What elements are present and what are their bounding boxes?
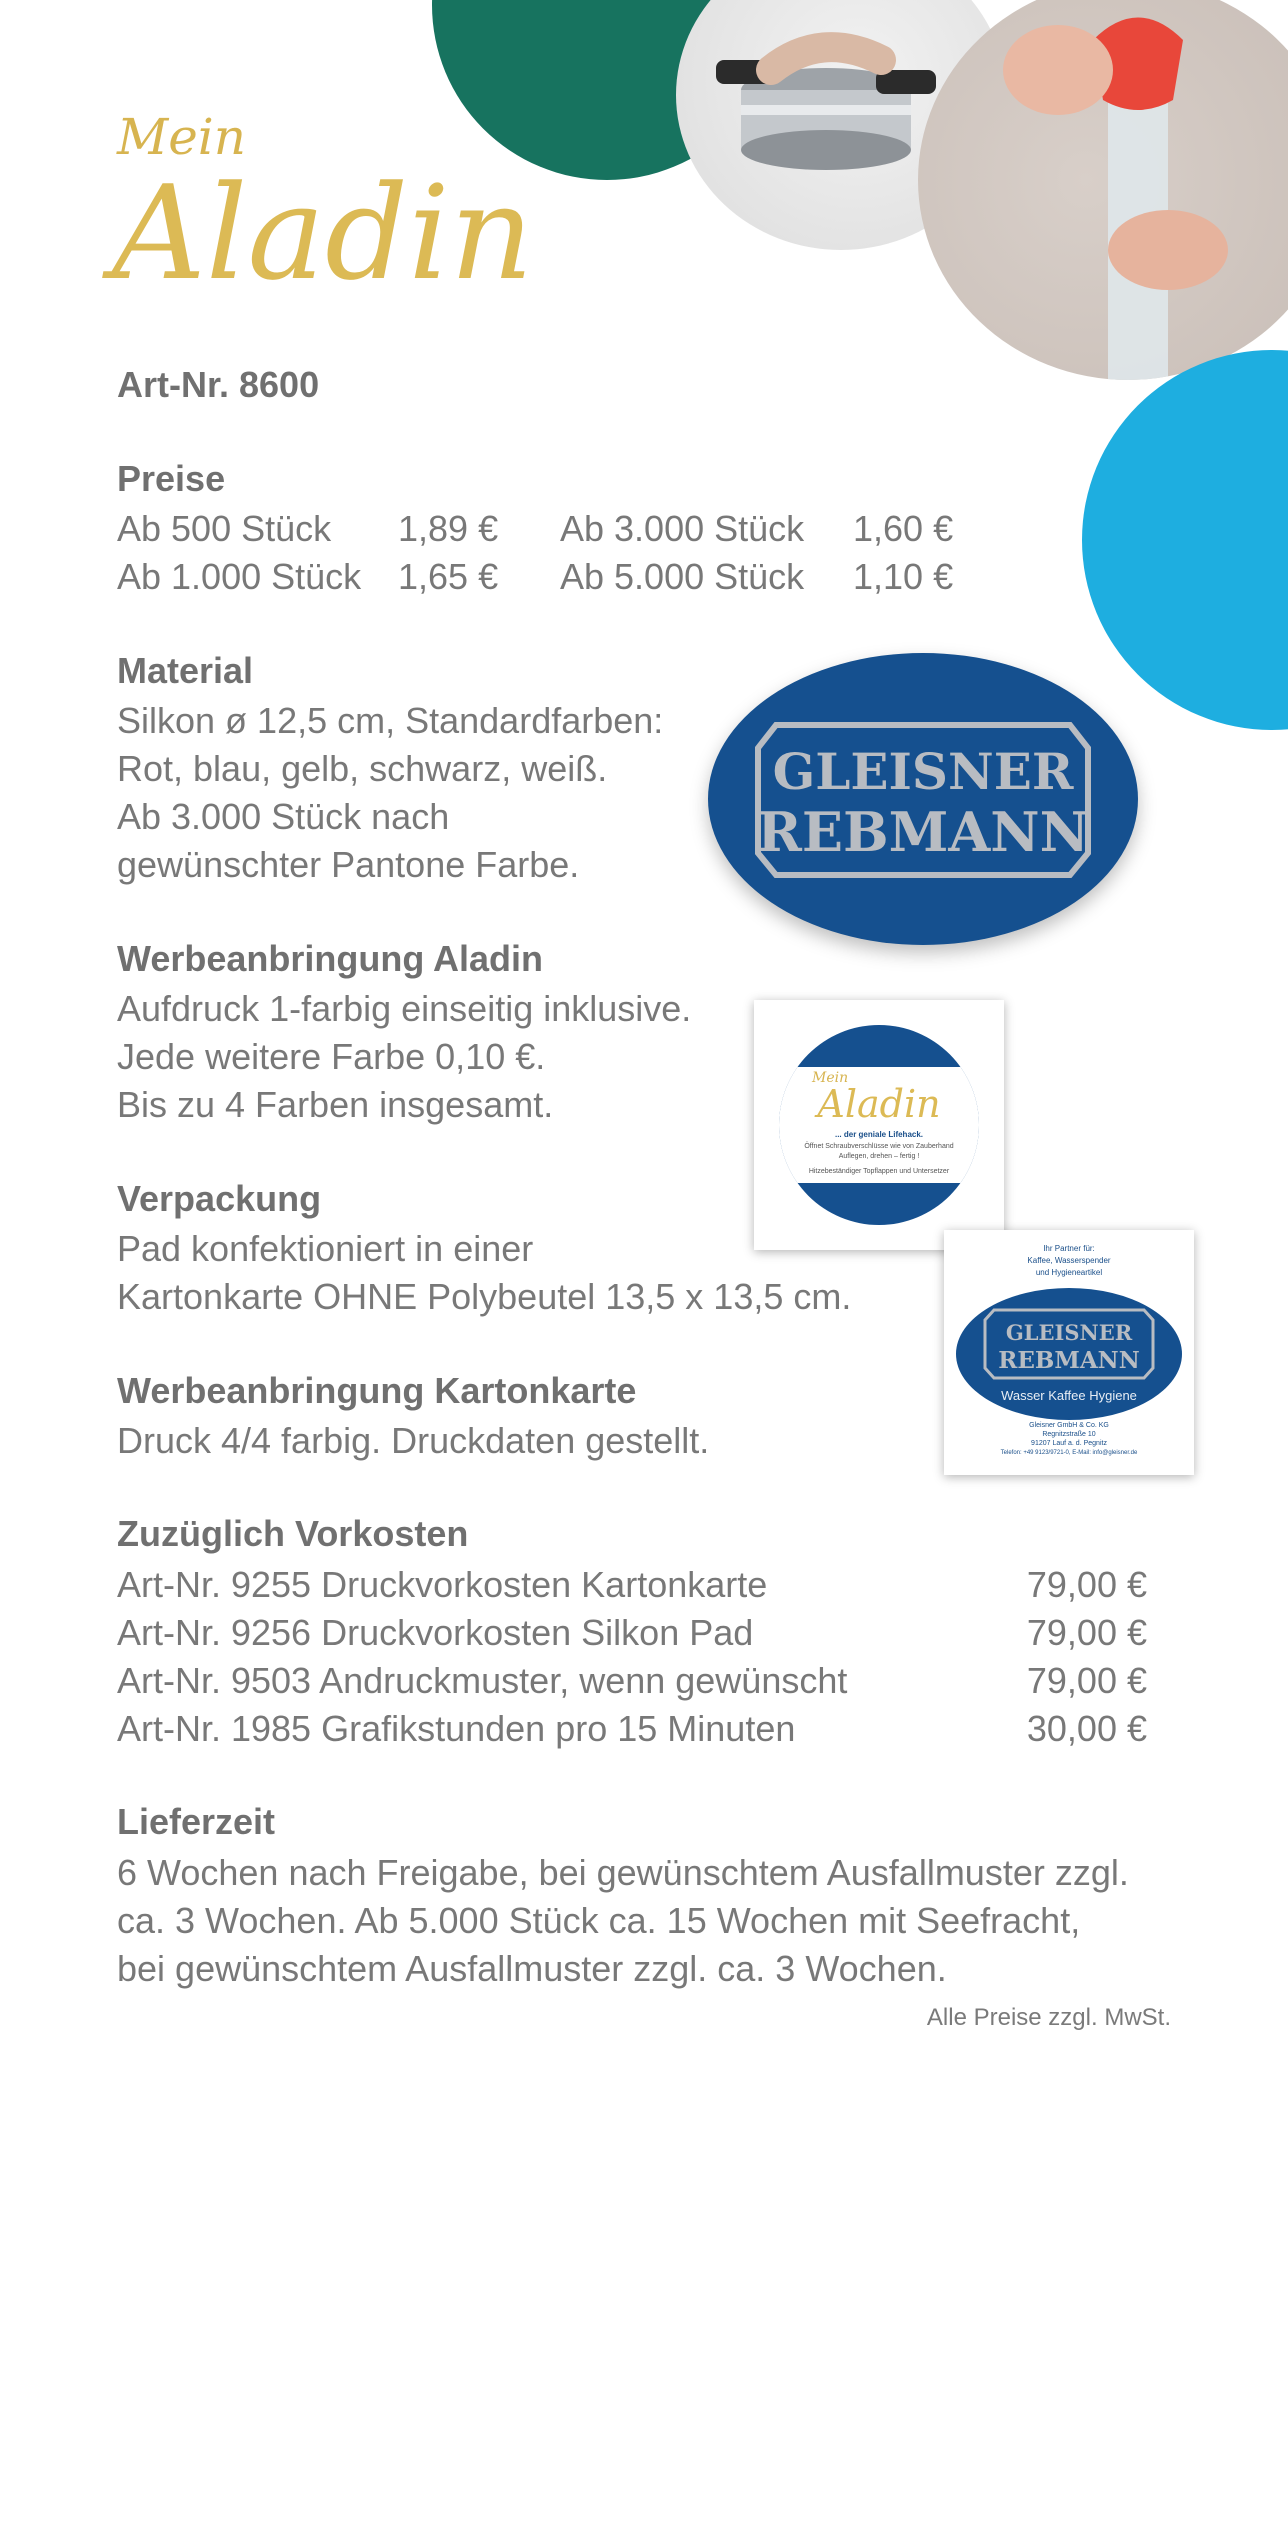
vorkosten-price: 79,00 €: [1026, 1564, 1147, 1605]
price-value: 1,65 €: [398, 556, 499, 597]
vorkosten-row: [117, 1705, 1147, 1753]
card1-line: Hitzebeständiger Topflappen und Untersetzer: [808, 1168, 950, 1175]
card2-logo: [956, 1288, 1182, 1420]
footnote: Alle Preise zzgl. MwSt.: [926, 2004, 1171, 2031]
vorkosten-price: 79,00 €: [1026, 1660, 1147, 1701]
werbe-aladin-line: Bis zu 4 Farben insgesamt.: [117, 1084, 554, 1125]
vorkosten-label: Art-Nr. 9503 Andruckmuster, wenn gewünscht: [117, 1660, 848, 1701]
werbe-aladin-line: Aufdruck 1-farbig einseitig inklusive.: [117, 988, 692, 1029]
verpackung-line: Kartonkarte OHNE Polybeutel 13,5 x 13,5 cm.: [117, 1276, 852, 1317]
price-label: Ab 3.000 Stück: [560, 508, 805, 549]
material-heading: Material: [117, 650, 254, 691]
card1-prefix: Mein: [812, 1070, 849, 1086]
price-value: 1,10 €: [853, 556, 954, 597]
article-number: Art-Nr. 8600: [117, 364, 320, 405]
prices-heading: Preise: [117, 458, 226, 499]
card2-sub: Wasser Kaffee Hygiene: [1001, 1388, 1137, 1403]
bottle-photo: [918, 0, 1288, 380]
vorkosten-row: [117, 1657, 1147, 1705]
card1-line: Auflegen, drehen – fertig !: [838, 1153, 920, 1160]
price-value: 1,89 €: [398, 508, 499, 549]
card2-addr: Regnitzstraße 10: [1042, 1431, 1096, 1438]
brand-name: Aladin: [112, 157, 534, 309]
werbe-karton-line: Druck 4/4 farbig. Druckdaten gestellt.: [117, 1420, 710, 1461]
vorkosten-row: [117, 1609, 1147, 1657]
verpackung-heading: Verpackung: [117, 1178, 322, 1219]
card2-logo-line1: GLEISNER: [1005, 1320, 1133, 1345]
card2-top: und Hygieneartikel: [1035, 1268, 1103, 1277]
card2-top: Ihr Partner für:: [1043, 1244, 1095, 1253]
price-label: Ab 500 Stück: [117, 508, 332, 549]
logo-line2: REBMANN: [756, 800, 1090, 864]
lieferzeit-line: bei gewünschtem Ausfallmuster zzgl. ca. 3 Wochen.: [117, 1948, 947, 1989]
vorkosten-heading: Zuzüglich Vorkosten: [117, 1513, 469, 1554]
price-label: Ab 5.000 Stück: [560, 556, 805, 597]
gleisner-rebmann-pad: [708, 653, 1138, 945]
aladin-card: [754, 1000, 1004, 1250]
vorkosten-label: Art-Nr. 9255 Druckvorkosten Kartonkarte: [117, 1564, 768, 1605]
vorkosten-row: [117, 1561, 1147, 1609]
lieferzeit-line: ca. 3 Wochen. Ab 5.000 Stück ca. 15 Wochen mit Seefracht,: [117, 1900, 1081, 1941]
lieferzeit-line: 6 Wochen nach Freigabe, bei gewünschtem Ausfallmuster zzgl.: [117, 1852, 1129, 1893]
lieferzeit-heading: Lieferzeit: [117, 1801, 276, 1842]
logo-line1: GLEISNER: [772, 742, 1074, 801]
material-line: Silkon ø 12,5 cm, Standardfarben:: [117, 700, 664, 741]
material-line: Ab 3.000 Stück nach: [117, 796, 450, 837]
gleisner-card: [944, 1230, 1194, 1475]
card2-logo-line2: REBMANN: [998, 1347, 1140, 1374]
card1-name: Aladin: [817, 1082, 941, 1126]
werbe-karton-heading: Werbeanbringung Kartonkarte: [117, 1370, 637, 1411]
card1-line: Öffnet Schraubverschlüsse wie von Zauberhand: [804, 1143, 954, 1150]
vorkosten-label: Art-Nr. 1985 Grafikstunden pro 15 Minuten: [117, 1708, 796, 1749]
vorkosten-price: 79,00 €: [1026, 1612, 1147, 1653]
card2-addr: Gleisner GmbH & Co. KG: [1029, 1422, 1109, 1429]
werbe-aladin-heading: Werbeanbringung Aladin: [117, 938, 544, 979]
card2-addr: Telefon: +49 9123/9721-0, E-Mail: info@gleisner.de: [1000, 1450, 1138, 1456]
card2-disc: [956, 1288, 1182, 1420]
card2-top: Kaffee, Wasserspender: [1027, 1256, 1111, 1265]
bottle-illustration: [918, 0, 1288, 380]
verpackung-line: Pad konfektioniert in einer: [117, 1228, 534, 1269]
werbe-aladin-line: Jede weitere Farbe 0,10 €.: [117, 1036, 546, 1077]
card2-addr: 91207 Lauf a. d. Pegnitz: [1031, 1440, 1107, 1447]
vorkosten-price: 30,00 €: [1026, 1708, 1147, 1749]
gleisner-rebmann-logo: [708, 653, 1138, 945]
vorkosten-label: Art-Nr. 9256 Druckvorkosten Silkon Pad: [117, 1612, 754, 1653]
price-label: Ab 1.000 Stück: [117, 556, 362, 597]
material-line: Rot, blau, gelb, schwarz, weiß.: [117, 748, 608, 789]
brand-prefix: Mein: [117, 108, 246, 166]
card1-tagline: ... der geniale Lifehack.: [834, 1130, 924, 1139]
material-line: gewünschter Pantone Farbe.: [117, 844, 580, 885]
price-value: 1,60 €: [853, 508, 954, 549]
